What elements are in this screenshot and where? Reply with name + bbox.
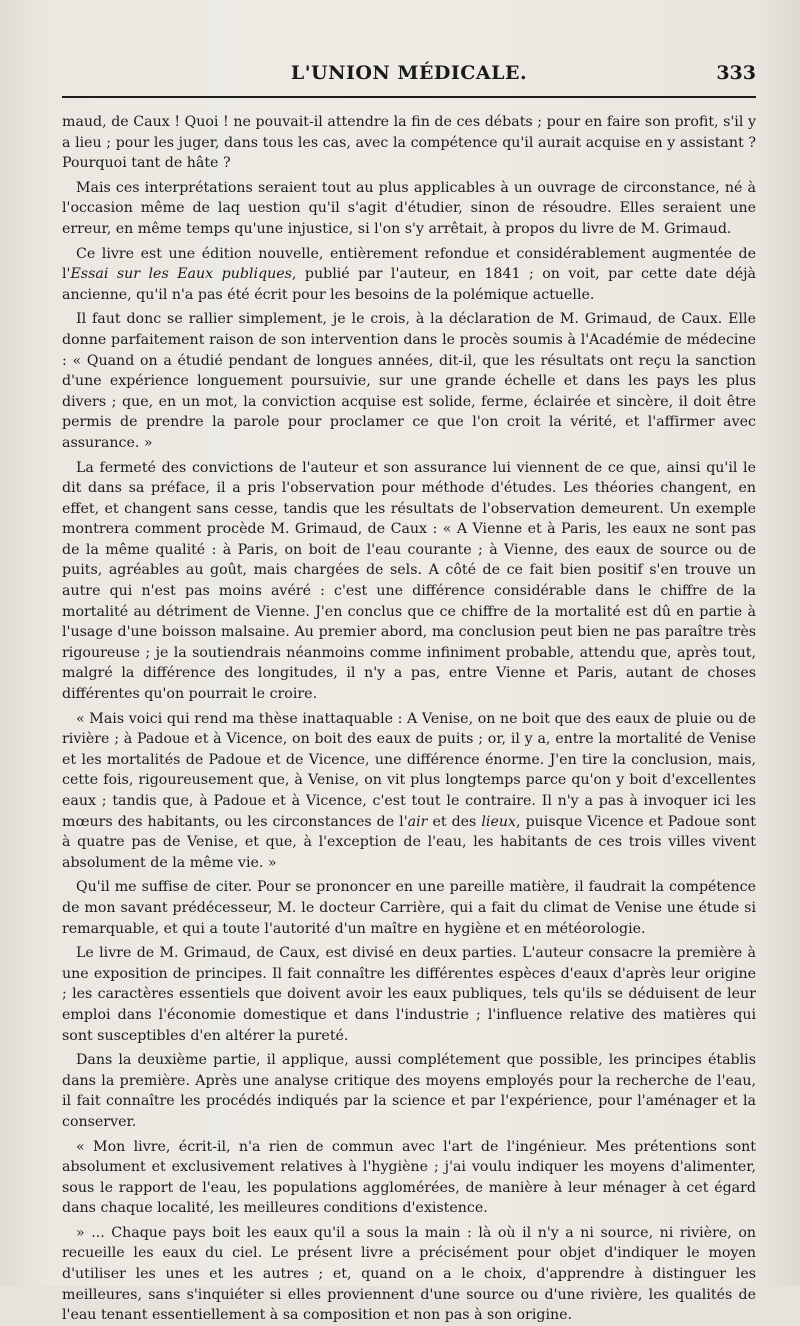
italic-air: air — [407, 813, 428, 830]
paragraph-5: La fermeté des convictions de l'auteur et son assurance lui viennent de ce que, ainsi qu'il le dit dans sa préface, il a pris l'observation pour méthode d'études. Les théories changent, en effet, et changent sans cesse, tandis que les résultats de l'observation demeurent. Un exemple montrera comment procède M. Grimaud, de Caux : « A Vienne et à Paris, les eaux ne sont pas de la même qualité : à Paris, on boit de l'eau courante ; à Vienne, des eaux de source ou de puits, agréables au goût, mais chargées de sels. A côté de ce fait bien positif s'en trouve un autre qui n'est pas moins avéré : c'est une différence considérable dans le chiffre de la mortalité au détriment de Vienne. J'en conclus que ce chiffre de la mortalité est dû en partie à l'usage d'une boisson malsaine. Au premier abord, ma conclusion peut bien ne pas paraître très rigoureuse ; je la soutiendrais néanmoins comme infiniment probable, attendu que, après tout, malgré la différence des longitudes, il n'y a pas, entre Vienne et Paris, autant de choses différentes qu'on pourrait le croire. — [62, 459, 756, 703]
article-body — [62, 112, 756, 1326]
paragraph-9: Dans la deuxième partie, il applique, aussi complétement que possible, les principes établis dans la première. Après une analyse critique des moyens employés pour la recherche de l'eau, il fait connaître les procédés indiqués par la science et par l'expérience, pour l'aménager et la conserver. — [62, 1052, 756, 1130]
journal-title: L'UNION MÉDICALE. — [290, 62, 528, 84]
paragraph-6 — [62, 709, 756, 874]
paragraph-3 — [62, 244, 756, 306]
paragraph-11: » ... Chaque pays boit les eaux qu'il a sous la main : là où il n'y a ni source, ni rivière, on recueille les eaux du ciel. Le présent livre a précisément pour objet d'indiquer le moyen d'utiliser les unes et les autres ; et, quand on a le choix, d'apprendre à distinguer les meilleures, sans s'inquiéter si elles proviennent d'une source ou d'une rivière, les qualités de l'eau tenant essentiellement à sa composition et non pas à son origine. — [62, 1224, 756, 1324]
running-header — [62, 50, 756, 102]
paragraph-3-text-a: Ce livre est une édition nouvelle, entièrement refondue et considérablement augmentée de l' — [62, 245, 756, 283]
paragraph-7: Qu'il me suffise de citer. Pour se prononcer en une pareille matière, il faudrait la compétence de mon savant prédécesseur, M. le docteur Carrière, qui a fait du climat de Venise une étude si remarquable, et qui a toute l'autorité d'un maître en hygiène et en météorologie. — [62, 879, 756, 937]
paragraph-8: Le livre de M. Grimaud, de Caux, est divisé en deux parties. L'auteur consacre la première à une exposition de principes. Il fait connaître les différentes espèces d'eaux d'après leur origine ; les caractères essentiels que doivent avoir les eaux publiques, tels qu'ils se déduisent de leur emploi dans l'économie domestique et dans l'industrie ; l'influence relative des matières qui sont susceptibles d'en altérer la pureté. — [62, 945, 756, 1044]
paragraph-4: Il faut donc se rallier simplement, je le crois, à la déclaration de M. Grimaud, de Caux. Elle donne parfaitement raison de son intervention dans le procès soumis à l'Académie de médecine : « Quand on a étudié pendant de longues années, dit-il, que les résultats ont reçu la sanction d'une expérience longuement poursuivie, sur une grande échelle et dans les pays les plus divers ; que, en un mot, la conviction acquise est solide, ferme, éclairée et sincère, il doit être permis de prendre la parole pour proclamer ce que l'on croit la vérité, et l'affirmer avec assurance. » — [62, 311, 756, 451]
italic-lieux: lieux — [481, 813, 517, 830]
page-number: 333 — [716, 62, 756, 84]
paragraph-10: « Mon livre, écrit-il, n'a rien de commun avec l'art de l'ingénieur. Mes prétentions sont absolument et exclusivement relatives à l'hygiène ; j'ai voulu indiquer les moyens d'alimenter, sous le rapport de l'eau, les populations agglomérées, de manière à leur ménager à cet égard dans chaque localité, les meilleures conditions d'existence. — [62, 1138, 756, 1217]
header-rule — [62, 96, 756, 98]
paragraph-6-text-a: « Mais voici qui rend ma thèse inattaquable : A Venise, on ne boit que des eaux de pluie ou de rivière ; à Padoue et à Vicence, on boit des eaux de puits ; or, il y a, entre la mortalité de Venise et les mortalités de Padoue et de Vicence, une différence énorme. J'en tire la conclusion, mais, cette fois, rigoureusement que, à Venise, on vit plus longtemps parce qu'on y boit d'excellentes eaux ; tandis que, à Padoue et à Vicence, c'est tout le contraire. Il n'y a pas à invoquer ici les mœurs des habitants, ou les circonstances de l' — [62, 710, 756, 830]
paragraph-1: maud, de Caux ! Quoi ! ne pouvait-il attendre la fin de ces débats ; pour en faire son profit, s'il y a lieu ; pour les juger, dans tous les cas, avec la compétence qu'il aurait acquise en y assistant ? Pourquoi tant de hâte ? — [62, 114, 756, 172]
paragraph-2: Mais ces interprétations seraient tout au plus applicables à un ouvrage de circonstance, né à l'occasion même de laq uestion qu'il s'agit d'étudier, sinon de résoudre. Elles seraient une erreur, en même temps qu'une injustice, si l'on s'y arrêtait, à propos du livre de M. Grimaud. — [62, 179, 756, 237]
paragraph-6-text-c: , puisque Vicence et Padoue sont à quatre pas de Venise, et que, à l'exception de l'eau, les habitants de ces trois villes vivent absolument de la même vie. » — [62, 813, 757, 871]
paragraph-3-text-b: , publié par l'auteur, en 1841 ; on voit, par cette date déjà ancienne, qu'il n'a pas été écrit pour les besoins de la polémique actuelle. — [62, 266, 756, 303]
paragraph-6-text-b: et des — [427, 813, 482, 830]
essay-title: Essai sur les Eaux publiques — [70, 266, 292, 283]
